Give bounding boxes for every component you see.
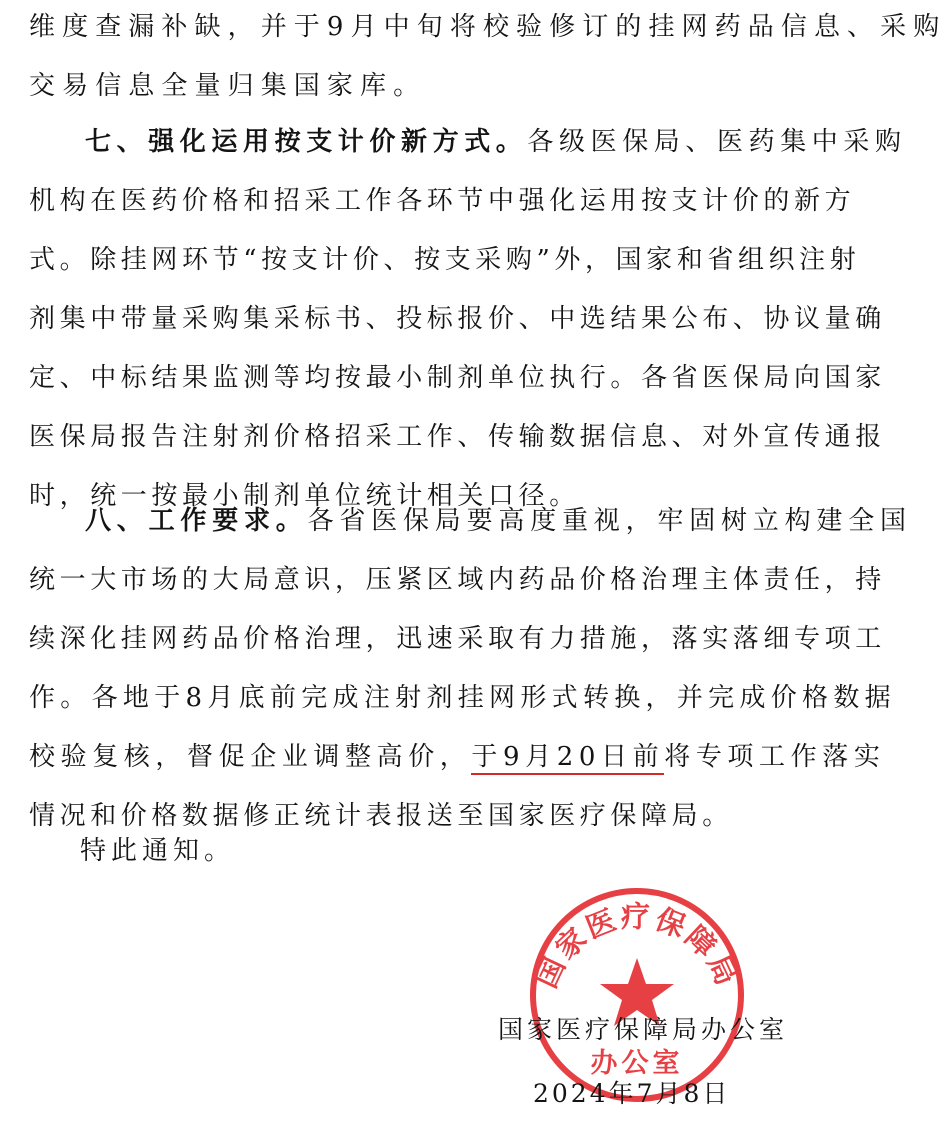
text-line: 统一大市场的大局意识，压紧区域内药品价格治理主体责任，持 bbox=[29, 565, 886, 595]
text-line: 续深化挂网药品价格治理，迅速采取有力措施，落实落细专项工 bbox=[29, 624, 886, 654]
text-line: 作。各地于8月底前完成注射剂挂网形式转换，并完成价格数据 bbox=[29, 683, 896, 713]
deadline-highlight: 于9月20日前 bbox=[471, 742, 664, 775]
text-line: 剂集中带量采购集采标书、投标报价、中选结果公布、协议量确 bbox=[29, 304, 886, 334]
text-line: 机构在医药价格和招采工作各环节中强化运用按支计价的新方 bbox=[29, 186, 856, 216]
signer-name: 国家医疗保障局办公室 bbox=[498, 1015, 789, 1044]
text-line: 医保局报告注射剂价格招采工作、传输数据信息、对外宣传通报 bbox=[29, 422, 886, 452]
issue-date: 2024年7月8日 bbox=[533, 1079, 731, 1108]
text-line: 时，统一按最小制剂单位统计相关口径。 bbox=[29, 481, 580, 511]
text-line: 式。除挂网环节“按支计价、按支采购”外，国家和省组织注射 bbox=[29, 245, 861, 275]
text-line: 维度查漏补缺，并于9月中旬将校验修订的挂网药品信息、采购 bbox=[29, 12, 946, 42]
text-line: 情况和价格数据修正统计表报送至国家医疗保障局。 bbox=[29, 801, 733, 831]
text-run: 将专项工作落实 bbox=[664, 742, 886, 772]
text-run: 各省医保局要高度重视，牢固树立构建全国 bbox=[307, 506, 912, 536]
text-line-with-highlight bbox=[29, 730, 885, 784]
section-7-first-line bbox=[85, 115, 907, 169]
section-8-first-line bbox=[85, 494, 912, 548]
closing-text: 特此通知。 bbox=[80, 836, 236, 866]
section-8-heading: 八、工作要求。 bbox=[85, 506, 308, 536]
section-7-heading: 七、强化运用按支计价新方式。 bbox=[85, 127, 528, 157]
text-line: 交易信息全量归集国家库。 bbox=[29, 71, 427, 101]
seal-bottom-text: 办公室 bbox=[590, 1048, 684, 1079]
seal-arc-textpath: 国家医疗保障局 bbox=[528, 899, 746, 993]
text-run: 校验复核，督促企业调整高价， bbox=[29, 742, 472, 772]
text-line: 定、中标结果监测等均按最小制剂单位执行。各省医保局向国家 bbox=[29, 363, 886, 393]
text-run: 各级医保局、医药集中采购 bbox=[527, 127, 907, 157]
